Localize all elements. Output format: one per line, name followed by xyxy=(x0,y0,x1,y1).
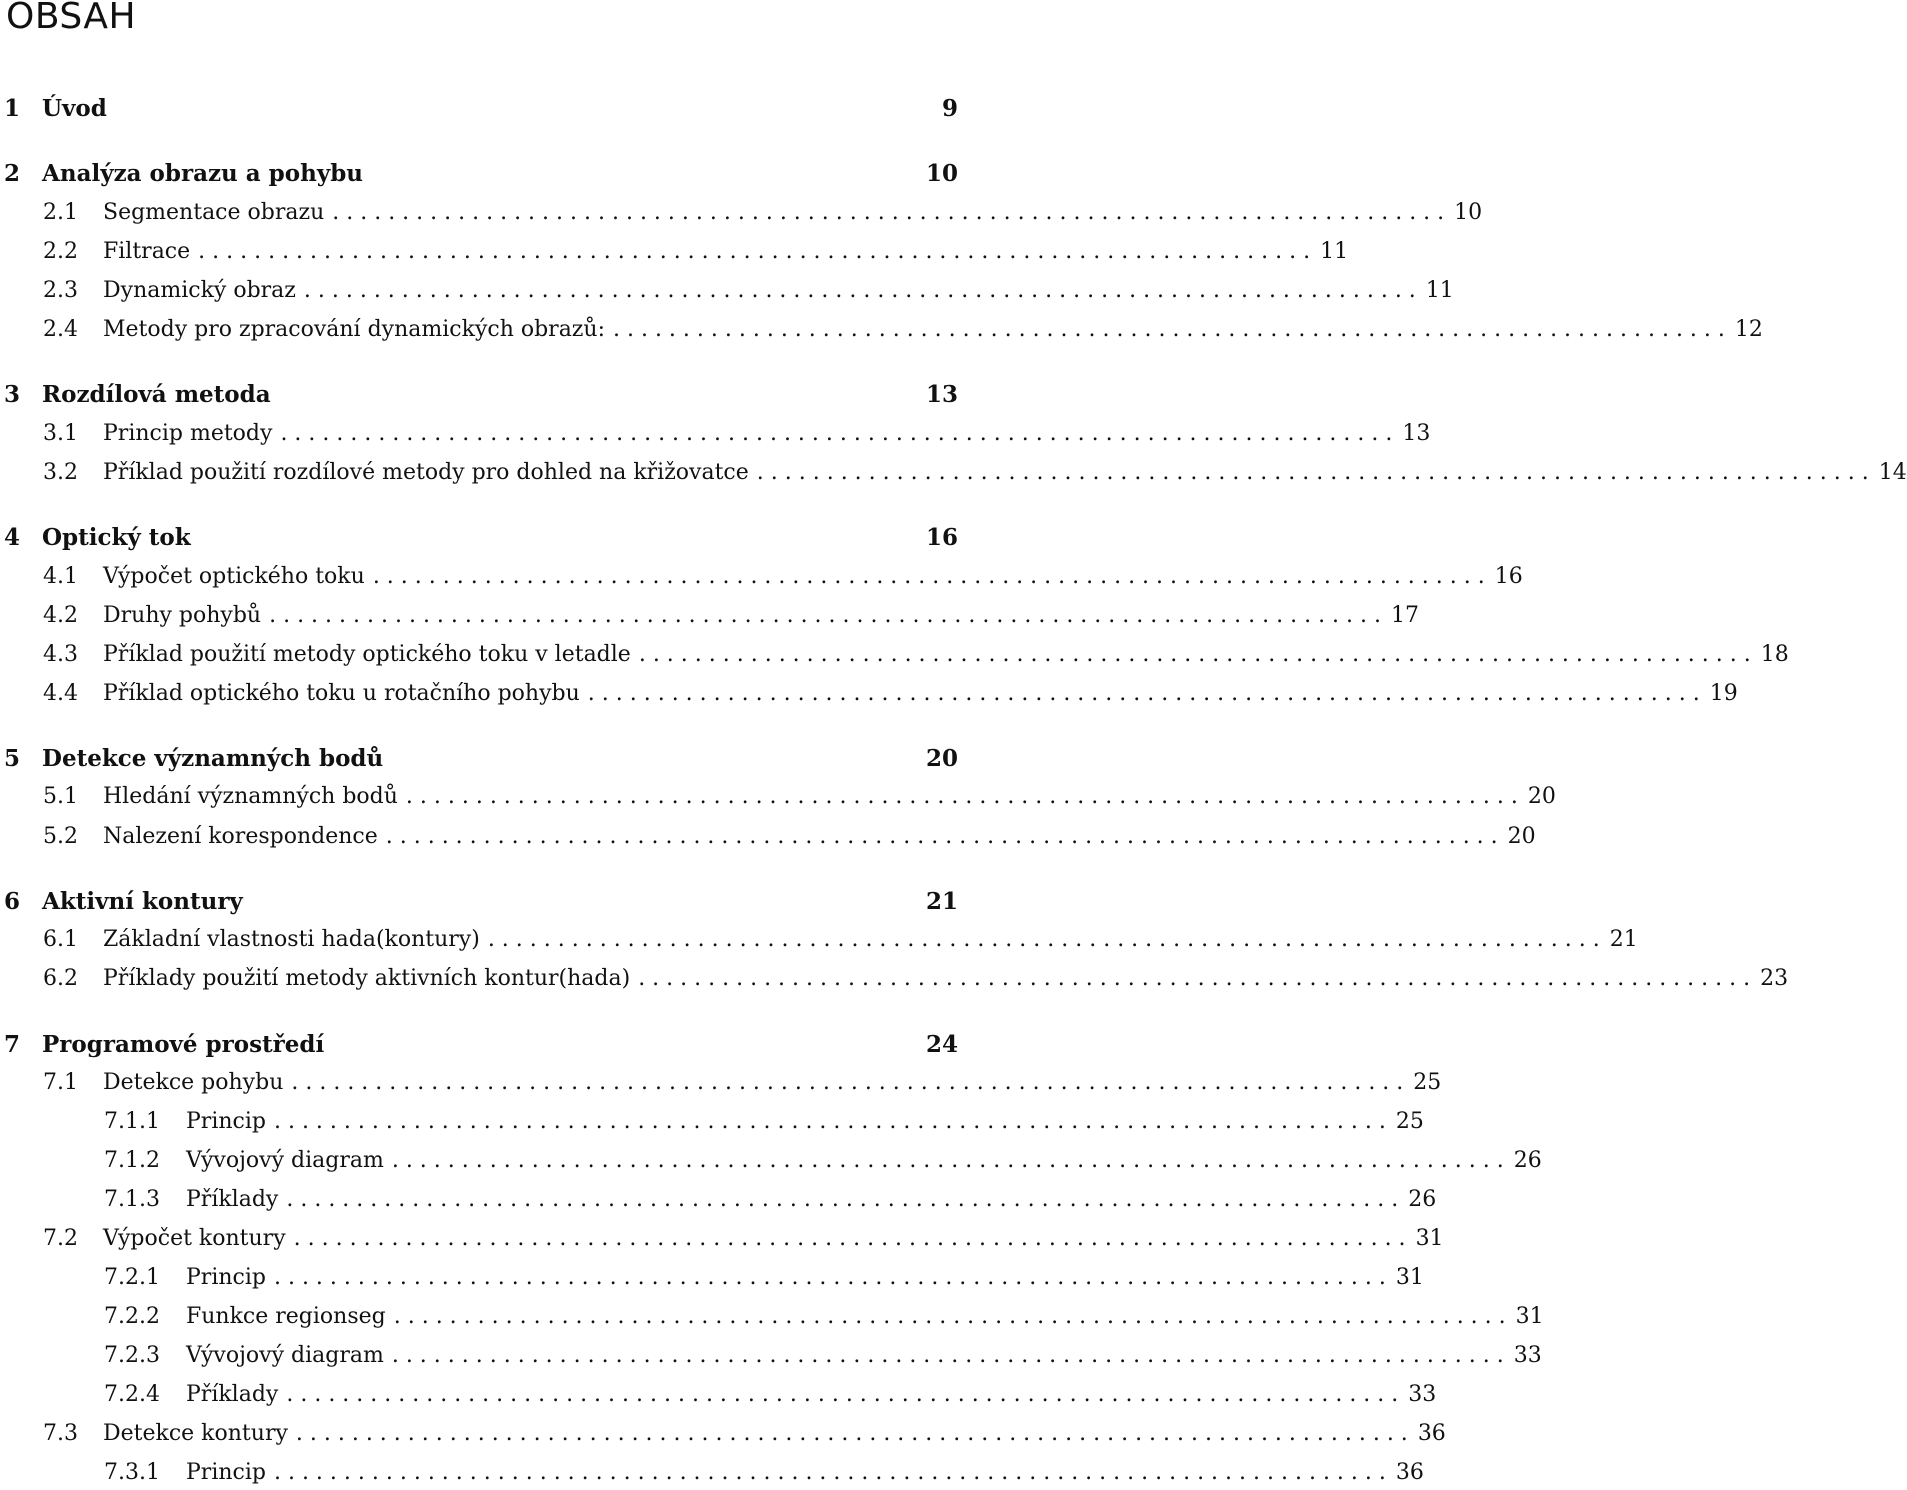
dot-leader: . . . . . . . . . . . . . . . . . . . . . . . . . . . . . . . . . . . . . . . . . . . . . . . . . . . . . . . . . . . . . . . . . . . . . . . . . . . . . . . . xyxy=(332,200,1445,225)
toc-entry-title: Příklad použití metody optického toku v letadle xyxy=(103,642,631,667)
toc-entry-number: 5 xyxy=(4,745,21,772)
toc-entry-number: 2.4 xyxy=(43,317,78,342)
toc-entry[interactable] xyxy=(0,1187,1437,1212)
dot-leader: . . . . . . . . . . . . . . . . . . . . . . . . . . . . . . . . . . . . . . . . . . . . . . . . . . . . . . . . . . . . . . . . . . . . . . . . . . . . . . . . xyxy=(295,1421,1408,1446)
toc-entry[interactable] xyxy=(0,784,1556,809)
toc-entry-page-number: 16 xyxy=(1494,564,1523,589)
toc-entry[interactable] xyxy=(0,160,958,187)
toc-entry-title: Hledání významných bodů xyxy=(103,784,398,809)
toc-entry-page-number: 20 xyxy=(1527,784,1556,809)
dot-leader: . . . . . . . . . . . . . . . . . . . . . . . . . . . . . . . . . . . . . . . . . . . . . . . . . . . . . . . . . . . . . . . . . . . . . . . . . . . . . . . . xyxy=(198,239,1311,264)
toc-entry-number: 7.2 xyxy=(43,1226,78,1251)
dot-leader: . . . . . . . . . . . . . . . . . . . . . . . . . . . . . . . . . . . . . . . . . . . . . . . . . . . . . . . . . . . . . . . . . . . . . . . . . . . . . . . . xyxy=(273,1265,1386,1290)
toc-entry-page-number: 11 xyxy=(1320,239,1349,264)
toc-entry-title: Funkce regionseg xyxy=(186,1304,386,1329)
dot-leader: . . . . . . . . . . . . . . . . . . . . . . . . . . . . . . . . . . . . . . . . . . . . . . . . . . . . . . . . . . . . . . . . . . . . . . . . . . . . . . . . xyxy=(372,564,1485,589)
toc-entry-page-number: 33 xyxy=(1513,1343,1542,1368)
toc-entry-title: Výpočet optického toku xyxy=(103,564,365,589)
toc-entry-number: 4 xyxy=(4,524,21,551)
toc-entry-title: Metody pro zpracování dynamických obrazů: xyxy=(103,317,605,342)
toc-entry[interactable] xyxy=(0,200,1483,225)
toc-entry[interactable] xyxy=(0,381,958,408)
toc-entry-title: Analýza obrazu a pohybu xyxy=(42,160,364,187)
toc-entry-number: 7.2.1 xyxy=(104,1265,160,1290)
toc-entry-page-number: 16 xyxy=(925,524,958,551)
toc-entry-number: 6.2 xyxy=(43,966,78,991)
toc-entry[interactable] xyxy=(0,1460,1424,1485)
toc-entry-number: 4.4 xyxy=(43,681,78,706)
toc-entry[interactable] xyxy=(0,317,1763,342)
toc-entry-number: 2.2 xyxy=(43,239,78,264)
toc-entry-number: 7.1.1 xyxy=(104,1109,160,1134)
toc-entry-number: 4.1 xyxy=(43,564,78,589)
toc-entry[interactable] xyxy=(0,966,1789,991)
dot-leader: . . . . . . . . . . . . . . . . . . . . . . . . . . . . . . . . . . . . . . . . . . . . . . . . . . . . . . . . . . . . . . . . . . . . . . . . . . . . . . . . xyxy=(391,1148,1504,1173)
toc-entry[interactable] xyxy=(0,564,1523,589)
toc-entry[interactable] xyxy=(0,524,958,551)
toc-entry-page-number: 14 xyxy=(1878,460,1907,485)
dot-leader: . . . . . . . . . . . . . . . . . . . . . . . . . . . . . . . . . . . . . . . . . . . . . . . . . . . . . . . . . . . . . . . . . . . . . . . . . . . . . . . . xyxy=(487,927,1600,952)
toc-entry-title: Aktivní kontury xyxy=(42,888,243,915)
toc-entry-number: 4.3 xyxy=(43,642,78,667)
dot-leader: . . . . . . . . . . . . . . . . . . . . . . . . . . . . . . . . . . . . . . . . . . . . . . . . . . . . . . . . . . . . . . . . . . . . . . . . . . . . . . . . xyxy=(638,966,1751,991)
toc-entry[interactable] xyxy=(0,1343,1542,1368)
toc-entry-page-number: 33 xyxy=(1408,1382,1437,1407)
toc-entry[interactable] xyxy=(0,239,1349,264)
toc-entry-number: 1 xyxy=(4,95,21,122)
toc-entry-page-number: 31 xyxy=(1395,1265,1424,1290)
toc-entry-title: Optický tok xyxy=(42,524,191,551)
toc-entry[interactable] xyxy=(0,642,1789,667)
dot-leader: . . . . . . . . . . . . . . . . . . . . . . . . . . . . . . . . . . . . . . . . . . . . . . . . . . . . . . . . . . . . . . . . . . . . . . . . . . . . . . . . xyxy=(393,1304,1506,1329)
dot-leader: . . . . . . . . . . . . . . . . . . . . . . . . . . . . . . . . . . . . . . . . . . . . . . . . . . . . . . . . . . . . . . . . . . . . . . . . . . . . . . . . xyxy=(280,421,1393,446)
toc-entry-page-number: 26 xyxy=(1408,1187,1437,1212)
toc-entry-page-number: 18 xyxy=(1760,642,1789,667)
toc-entry-title: Princip metody xyxy=(103,421,273,446)
toc-entry-title: Základní vlastnosti hada(kontury) xyxy=(103,927,480,952)
toc-entry-title: Filtrace xyxy=(103,239,191,264)
toc-entry-page-number: 21 xyxy=(925,888,958,915)
toc-entry-page-number: 20 xyxy=(925,745,958,772)
toc-entry-page-number: 11 xyxy=(1425,278,1454,303)
toc-entry[interactable] xyxy=(0,460,1907,485)
toc-entry[interactable] xyxy=(0,278,1454,303)
toc-entry-number: 7.1.3 xyxy=(104,1187,160,1212)
toc-entry-page-number: 23 xyxy=(1760,966,1789,991)
toc-entry-page-number: 19 xyxy=(1709,681,1738,706)
toc-entry-page-number: 9 xyxy=(941,95,958,122)
toc-entry-number: 7.2.4 xyxy=(104,1382,160,1407)
toc-entry-number: 5.2 xyxy=(43,824,78,849)
page-title: OBSAH xyxy=(6,0,137,37)
toc-entry[interactable] xyxy=(0,603,1420,628)
toc-entry-page-number: 26 xyxy=(1513,1148,1542,1173)
toc-entry-page-number: 36 xyxy=(1395,1460,1424,1485)
dot-leader: . . . . . . . . . . . . . . . . . . . . . . . . . . . . . . . . . . . . . . . . . . . . . . . . . . . . . . . . . . . . . . . . . . . . . . . . . . . . . . . . xyxy=(638,642,1751,667)
toc-entry-page-number: 17 xyxy=(1391,603,1420,628)
toc-entry[interactable] xyxy=(0,681,1738,706)
dot-leader: . . . . . . . . . . . . . . . . . . . . . . . . . . . . . . . . . . . . . . . . . . . . . . . . . . . . . . . . . . . . . . . . . . . . . . . . . . . . . . . . xyxy=(391,1343,1504,1368)
toc-entry-title: Rozdílová metoda xyxy=(42,381,271,408)
toc-entry-number: 5.1 xyxy=(43,784,78,809)
toc-entry-title: Úvod xyxy=(42,95,107,122)
dot-leader: . . . . . . . . . . . . . . . . . . . . . . . . . . . . . . . . . . . . . . . . . . . . . . . . . . . . . . . . . . . . . . . . . . . . . . . . . . . . . . . . xyxy=(385,824,1498,849)
toc-entry[interactable] xyxy=(0,1382,1437,1407)
toc-entry-title: Detekce významných bodů xyxy=(42,745,384,772)
toc-entry-title: Příklady xyxy=(186,1187,279,1212)
dot-leader: . . . . . . . . . . . . . . . . . . . . . . . . . . . . . . . . . . . . . . . . . . . . . . . . . . . . . . . . . . . . . . . . . . . . . . . . . . . . . . . . xyxy=(286,1382,1399,1407)
dot-leader: . . . . . . . . . . . . . . . . . . . . . . . . . . . . . . . . . . . . . . . . . . . . . . . . . . . . . . . . . . . . . . . . . . . . . . . . . . . . . . . . xyxy=(269,603,1382,628)
toc-entry[interactable] xyxy=(0,1070,1442,1095)
toc-entry-number: 3.1 xyxy=(43,421,78,446)
toc-entry-number: 7.1 xyxy=(43,1070,78,1095)
toc-entry-page-number: 36 xyxy=(1417,1421,1446,1446)
toc-entry-number: 2.1 xyxy=(43,200,78,225)
toc-entry[interactable] xyxy=(0,745,958,772)
toc-entry-title: Detekce pohybu xyxy=(103,1070,284,1095)
toc-entry-title: Princip xyxy=(186,1460,266,1485)
toc-entry-title: Příklady použití metody aktivních kontur(hada) xyxy=(103,966,631,991)
toc-entry-title: Detekce kontury xyxy=(103,1421,288,1446)
toc-entry-title: Nalezení korespondence xyxy=(103,824,378,849)
toc-entry-number: 7.3.1 xyxy=(104,1460,160,1485)
toc-entry[interactable] xyxy=(0,1265,1424,1290)
toc-entry-number: 7.2.3 xyxy=(104,1343,160,1368)
toc-entry-number: 6 xyxy=(4,888,21,915)
toc-entry[interactable] xyxy=(0,927,1638,952)
toc-entry-number: 7 xyxy=(4,1031,21,1058)
dot-leader: . . . . . . . . . . . . . . . . . . . . . . . . . . . . . . . . . . . . . . . . . . . . . . . . . . . . . . . . . . . . . . . . . . . . . . . . . . . . . . . . xyxy=(303,278,1416,303)
toc-entry-page-number: 25 xyxy=(1395,1109,1424,1134)
toc-entry[interactable] xyxy=(0,1226,1444,1251)
toc-entry[interactable] xyxy=(0,1148,1542,1173)
toc-entry-title: Princip xyxy=(186,1109,266,1134)
toc-entry-number: 3 xyxy=(4,381,21,408)
toc-entry-page-number: 13 xyxy=(925,381,958,408)
toc-entry-page-number: 10 xyxy=(1454,200,1483,225)
toc-entry[interactable] xyxy=(0,824,1536,849)
toc-entry-page-number: 25 xyxy=(1413,1070,1442,1095)
toc-entry-title: Programové prostředí xyxy=(42,1031,325,1058)
toc-entry-title: Dynamický obraz xyxy=(103,278,296,303)
toc-entry-page-number: 20 xyxy=(1507,824,1536,849)
dot-leader: . . . . . . . . . . . . . . . . . . . . . . . . . . . . . . . . . . . . . . . . . . . . . . . . . . . . . . . . . . . . . . . . . . . . . . . . . . . . . . . . xyxy=(273,1460,1386,1485)
toc-entry[interactable] xyxy=(0,888,958,915)
toc-entry-title: Vývojový diagram xyxy=(186,1343,384,1368)
toc-entry-number: 6.1 xyxy=(43,927,78,952)
dot-leader: . . . . . . . . . . . . . . . . . . . . . . . . . . . . . . . . . . . . . . . . . . . . . . . . . . . . . . . . . . . . . . . . . . . . . . . . . . . . . . . . xyxy=(293,1226,1406,1251)
toc-entry-number: 2.3 xyxy=(43,278,78,303)
toc-entry-page-number: 24 xyxy=(925,1031,958,1058)
dot-leader: . . . . . . . . . . . . . . . . . . . . . . . . . . . . . . . . . . . . . . . . . . . . . . . . . . . . . . . . . . . . . . . . . . . . . . . . . . . . . . . . xyxy=(273,1109,1386,1134)
toc-entry-page-number: 13 xyxy=(1402,421,1431,446)
toc-entry[interactable] xyxy=(0,95,958,122)
toc-entry-title: Segmentace obrazu xyxy=(103,200,325,225)
toc-entry-number: 4.2 xyxy=(43,603,78,628)
toc-entry-page-number: 12 xyxy=(1734,317,1763,342)
toc-entry-title: Druhy pohybů xyxy=(103,603,262,628)
toc-entry-number: 7.1.2 xyxy=(104,1148,160,1173)
toc-entry-page-number: 31 xyxy=(1415,1226,1444,1251)
toc-entry-title: Příklad použití rozdílové metody pro dohled na křižovatce xyxy=(103,460,749,485)
dot-leader: . . . . . . . . . . . . . . . . . . . . . . . . . . . . . . . . . . . . . . . . . . . . . . . . . . . . . . . . . . . . . . . . . . . . . . . . . . . . . . . . xyxy=(756,460,1869,485)
toc-entry[interactable] xyxy=(0,1304,1544,1329)
toc-entry-page-number: 10 xyxy=(925,160,958,187)
toc-entry[interactable] xyxy=(0,1031,958,1058)
dot-leader: . . . . . . . . . . . . . . . . . . . . . . . . . . . . . . . . . . . . . . . . . . . . . . . . . . . . . . . . . . . . . . . . . . . . . . . . . . . . . . . . xyxy=(587,681,1700,706)
dot-leader: . . . . . . . . . . . . . . . . . . . . . . . . . . . . . . . . . . . . . . . . . . . . . . . . . . . . . . . . . . . . . . . . . . . . . . . . . . . . . . . . xyxy=(291,1070,1404,1095)
toc-entry-title: Výpočet kontury xyxy=(103,1226,286,1251)
dot-leader: . . . . . . . . . . . . . . . . . . . . . . . . . . . . . . . . . . . . . . . . . . . . . . . . . . . . . . . . . . . . . . . . . . . . . . . . . . . . . . . . xyxy=(405,784,1518,809)
toc-entry-number: 2 xyxy=(4,160,21,187)
dot-leader: . . . . . . . . . . . . . . . . . . . . . . . . . . . . . . . . . . . . . . . . . . . . . . . . . . . . . . . . . . . . . . . . . . . . . . . . . . . . . . . . xyxy=(286,1187,1399,1212)
toc-entry-number: 7.2.2 xyxy=(104,1304,160,1329)
toc-entry[interactable] xyxy=(0,421,1431,446)
toc-entry-title: Vývojový diagram xyxy=(186,1148,384,1173)
dot-leader: . . . . . . . . . . . . . . . . . . . . . . . . . . . . . . . . . . . . . . . . . . . . . . . . . . . . . . . . . . . . . . . . . . . . . . . . . . . . . . . . xyxy=(612,317,1725,342)
toc-entry[interactable] xyxy=(0,1421,1446,1446)
toc-entry-page-number: 21 xyxy=(1609,927,1638,952)
toc-entry-number: 3.2 xyxy=(43,460,78,485)
toc-entry-title: Příklad optického toku u rotačního pohybu xyxy=(103,681,580,706)
toc-entry-title: Princip xyxy=(186,1265,266,1290)
toc-entry-page-number: 31 xyxy=(1515,1304,1544,1329)
toc-entry-number: 7.3 xyxy=(43,1421,78,1446)
toc-entry[interactable] xyxy=(0,1109,1424,1134)
toc-entry-title: Příklady xyxy=(186,1382,279,1407)
